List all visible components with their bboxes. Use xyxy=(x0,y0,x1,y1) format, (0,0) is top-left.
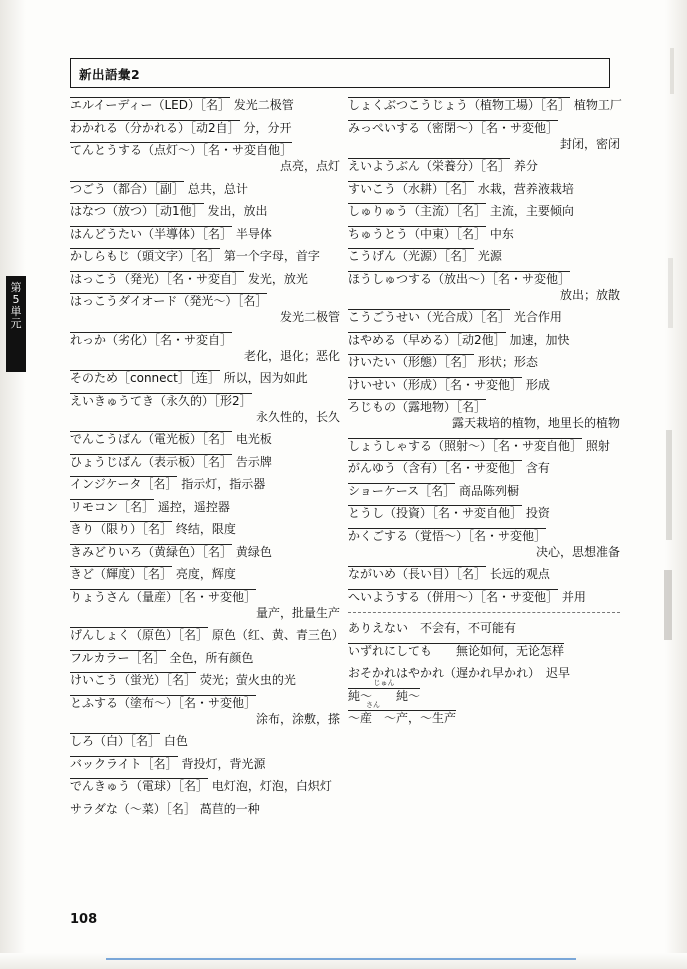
vocab-meaning: 老化，退化；恶化 xyxy=(243,348,340,363)
vocab-meaning: 加速，加快 xyxy=(509,332,570,347)
side-tab-char-3: 単 xyxy=(10,305,22,318)
footer-rule xyxy=(106,958,576,960)
vocab-meaning: 黄绿色 xyxy=(235,544,272,559)
vocab-entry xyxy=(70,477,340,491)
vocab-meaning: 植物工厂 xyxy=(573,98,622,112)
vocab-term: はんどうたい（半導体）［名］ xyxy=(70,226,233,241)
vocab-entry xyxy=(70,590,340,620)
vocab-term: そのため［connect］［连］ xyxy=(70,371,220,385)
vocab-entry xyxy=(70,673,340,687)
vocab-meaning: 照射 xyxy=(585,438,610,453)
vocab-meaning: 养分 xyxy=(513,159,538,173)
vocab-entry xyxy=(348,439,620,453)
vocab-entry xyxy=(348,227,620,241)
vocab-meaning: 中东 xyxy=(489,226,514,241)
vocab-term: でんこうばん（電光板）［名］ xyxy=(70,432,233,446)
vocab-entry xyxy=(348,355,620,369)
vocab-meaning: 荧光；萤火虫的光 xyxy=(199,673,296,687)
vocab-term: りょうさん（量産）［名・サ変他］ xyxy=(70,589,257,604)
vocab-meaning: 电光板 xyxy=(235,432,272,446)
vocab-meaning: 遥控，遥控器 xyxy=(157,499,230,514)
page-bottom-edge-shadow xyxy=(0,953,687,969)
vocab-term: サラダな（〜菜）［名］ xyxy=(70,801,196,816)
vocab-term: ひょうじばん（表示板）［名］ xyxy=(70,454,233,469)
vocab-meaning: 形状；形态 xyxy=(477,355,538,369)
vocab-meaning: 全色，所有颜色 xyxy=(169,650,254,665)
vocabulary-column-right xyxy=(348,98,620,734)
unit-side-tab xyxy=(6,276,26,372)
furigana: さん xyxy=(366,701,380,709)
vocab-meaning: 原色（红、黄、青三色） xyxy=(211,628,344,642)
vocab-meaning: 背投灯，背光源 xyxy=(181,756,266,771)
vocab-entry xyxy=(348,506,620,520)
vocab-term: がんゆう（含有）［名・サ変他］ xyxy=(348,461,523,475)
vocab-entry xyxy=(348,159,620,173)
vocab-term: とうし（投資）［名・サ変自他］ xyxy=(348,506,523,520)
vocab-entry xyxy=(70,545,340,559)
vocab-entry xyxy=(70,628,344,642)
vocab-term: ショーケース［名］ xyxy=(348,483,456,498)
vocab-entry xyxy=(348,378,620,392)
vocab-term: こうげん（光源）［名］ xyxy=(348,249,475,263)
vocab-term: フルカラー［名］ xyxy=(70,650,166,665)
vocab-meaning: 半导体 xyxy=(235,226,272,241)
phrase-text: ありえない 不会有，不可能有 xyxy=(348,621,517,635)
vocab-term: ほうしゅつする（放出〜）［名・サ変他］ xyxy=(348,271,571,286)
vocab-meaning: 主流，主要倾向 xyxy=(489,204,574,218)
vocab-entry xyxy=(348,333,620,347)
vocab-meaning: 所以，因为如此 xyxy=(223,371,308,385)
side-tab-char-1: 第 xyxy=(10,281,22,294)
vocab-meaning: 封闭，密闭 xyxy=(559,136,620,151)
phrase-text: 純〜 純〜 xyxy=(348,688,421,703)
vocab-term: てんとうする（点灯〜）［名・サ変自他］ xyxy=(70,143,293,157)
vocab-meaning: 发出，放出 xyxy=(207,204,268,218)
vocab-meaning: 亮度，辉度 xyxy=(175,567,236,581)
vocab-meaning: 终结，限度 xyxy=(175,522,236,536)
vocab-meaning: 投资 xyxy=(525,506,550,520)
vocab-entry xyxy=(70,204,340,218)
vocab-term: でんきゅう（電球）［名］ xyxy=(70,779,209,793)
vocab-term: インジケータ［名］ xyxy=(70,477,178,491)
vocab-term: しろ（白）［名］ xyxy=(70,734,161,748)
vocab-term: きみどりいろ（黄緑色）［名］ xyxy=(70,544,233,559)
vocab-meaning: 长远的观点 xyxy=(489,567,550,581)
vocab-term: きり（限り）［名］ xyxy=(70,522,173,536)
vocab-term: けいたい（形態）［名］ xyxy=(348,355,475,369)
vocab-meaning: 商品陈列橱 xyxy=(459,483,520,498)
vocab-term: はやめる（早める）［动2他］ xyxy=(348,332,506,347)
vocab-entry xyxy=(348,590,620,604)
scan-speck xyxy=(668,258,673,328)
vocab-meaning: 萵苣的一种 xyxy=(199,801,260,816)
scan-speck xyxy=(670,48,674,94)
vocab-entry xyxy=(348,204,620,218)
vocab-entry xyxy=(70,567,340,581)
vocab-meaning: 第一个字母，首字 xyxy=(223,249,320,263)
vocab-entry xyxy=(348,310,620,324)
vocab-term: げんしょく（原色）［名］ xyxy=(70,628,209,642)
vocab-meaning: 决心，思想准备 xyxy=(535,544,620,559)
vocab-meaning: 分，分开 xyxy=(243,120,292,135)
vocab-term: バックライト［名］ xyxy=(70,756,178,771)
vocab-meaning: 永久性的，长久 xyxy=(255,409,340,424)
section-header-box xyxy=(70,58,610,88)
vocab-entry xyxy=(70,734,340,748)
vocab-entry xyxy=(70,143,340,173)
vocab-meaning: 放出；放散 xyxy=(559,287,620,302)
scan-speck xyxy=(664,570,672,640)
vocab-term: リモコン［名］ xyxy=(70,499,155,514)
vocab-meaning: 露天栽培的植物，地里长的植物 xyxy=(451,416,620,430)
vocab-term: きど（輝度）［名］ xyxy=(70,567,173,581)
phrase-entry xyxy=(348,701,620,725)
vocab-entry xyxy=(348,121,620,151)
phrase-entry xyxy=(348,621,620,635)
vocab-entry xyxy=(70,500,340,514)
vocab-entry xyxy=(348,484,620,498)
vocab-term: しゅりゅう（主流）［名］ xyxy=(348,204,487,218)
phrase-text: いずれにしても 無论如何，无论怎样 xyxy=(348,643,565,658)
vocab-entry xyxy=(70,121,340,135)
vocab-term: かしらもじ（頭文字）［名］ xyxy=(70,249,221,263)
vocab-entry xyxy=(70,455,340,469)
vocab-meaning: 发光二极管 xyxy=(233,98,294,112)
vocab-meaning: 光合作用 xyxy=(513,310,562,324)
phrase-text: おそかれはやかれ（遅かれ早かれ） 迟早 xyxy=(348,666,571,680)
vocab-entry xyxy=(348,249,620,263)
vocab-term: つごう（都合）［副］ xyxy=(70,181,185,196)
vocab-meaning: 白色 xyxy=(163,734,188,748)
vocab-entry xyxy=(348,182,620,196)
vocab-meaning: 量产，批量生产 xyxy=(255,605,340,620)
vocab-entry xyxy=(70,249,340,263)
vocab-term: けいせい（形成）［名・サ変他］ xyxy=(348,377,523,392)
vocab-term: はっこうダイオード（発光〜）［名］ xyxy=(70,294,268,308)
phrase-entry xyxy=(348,678,620,703)
vocab-entry xyxy=(70,696,340,726)
vocab-meaning: 发光二极管 xyxy=(279,310,340,324)
vocab-term: けいこう（蛍光）［名］ xyxy=(70,673,197,687)
vocab-entry xyxy=(70,98,340,112)
vocab-term: かくごする（覚悟〜）［名・サ変他］ xyxy=(348,528,547,543)
vocab-term: ろじもの（露地物）［名］ xyxy=(348,400,487,414)
vocab-term: こうごうせい（光合成）［名］ xyxy=(348,310,511,324)
vocab-entry xyxy=(70,432,340,446)
vocab-meaning: 指示灯，指示器 xyxy=(181,477,266,491)
vocab-meaning: 光源 xyxy=(477,249,502,263)
vocab-entry xyxy=(70,227,340,241)
vocab-meaning: 电灯泡，灯泡，白炽灯 xyxy=(211,779,332,793)
vocab-entry xyxy=(70,294,340,324)
vocab-term: しょうしゃする（照射〜）［名・サ変自他］ xyxy=(348,438,583,453)
vocab-term: ながいめ（長い目）［名］ xyxy=(348,567,487,581)
vocab-term: はなつ（放つ）［动1他］ xyxy=(70,204,204,218)
scan-speck xyxy=(666,430,672,540)
section-divider xyxy=(348,612,620,613)
vocab-term: えいようぶん（栄養分）［名］ xyxy=(348,159,511,173)
vocab-term: はっこう（発光）［名・サ変自］ xyxy=(70,271,245,286)
vocab-entry xyxy=(348,461,620,475)
vocab-term: とふする（塗布〜）［名・サ変他］ xyxy=(70,695,257,710)
phrase-entry xyxy=(348,644,620,658)
vocab-entry xyxy=(348,567,620,581)
vocab-term: れっか（劣化）［名・サ変自］ xyxy=(70,332,233,347)
vocab-meaning: 并用 xyxy=(561,589,586,604)
vocab-entry xyxy=(70,371,340,385)
vocab-meaning: 形成 xyxy=(525,377,550,392)
section-title: 新出語彙2 xyxy=(79,67,141,82)
vocab-term: みっぺいする（密閉〜）［名・サ変他］ xyxy=(348,120,559,135)
vocab-entry xyxy=(348,98,620,112)
vocab-term: ちゅうとう（中東）［名］ xyxy=(348,226,487,241)
side-tab-char-2: 5 xyxy=(12,293,20,306)
vocab-term: えいきゅうてき（永久的）［形2］ xyxy=(70,393,252,408)
vocab-entry xyxy=(348,529,620,559)
vocab-entry xyxy=(70,333,340,363)
vocab-entry xyxy=(348,400,620,430)
vocab-term: エルイーディー（LED）［名］ xyxy=(70,98,230,112)
vocab-entry xyxy=(70,779,340,793)
phrase-entry xyxy=(348,666,620,680)
vocab-meaning: 总共，总计 xyxy=(187,181,248,196)
vocab-term: へいようする（併用〜）［名・サ変他］ xyxy=(348,589,559,604)
side-tab-char-4: 元 xyxy=(10,317,22,330)
vocab-entry xyxy=(70,757,340,771)
vocab-entry xyxy=(70,182,340,196)
vocab-entry xyxy=(70,394,340,424)
vocab-meaning: 含有 xyxy=(525,461,550,475)
page-number: 108 xyxy=(70,912,98,927)
page-left-edge-shadow xyxy=(0,0,26,969)
vocab-entry xyxy=(70,522,340,536)
vocab-meaning: 发光，放光 xyxy=(247,271,308,286)
vocab-meaning: 水栽，营养液栽培 xyxy=(477,181,574,196)
furigana: じゅん xyxy=(373,678,395,687)
vocab-entry xyxy=(70,802,340,816)
vocab-term: しょくぶつこうじょう（植物工場）［名］ xyxy=(348,98,571,112)
vocab-term: すいこう（水耕）［名］ xyxy=(348,181,475,196)
vocab-entry xyxy=(70,651,340,665)
vocab-meaning: 涂布，涂敷，搽 xyxy=(255,711,340,726)
vocab-entry xyxy=(348,272,620,302)
vocab-entry xyxy=(70,272,340,286)
vocab-term: わかれる（分かれる）［动2自］ xyxy=(70,120,240,135)
vocab-meaning: 告示牌 xyxy=(235,454,272,469)
vocab-meaning: 点亮，点灯 xyxy=(279,159,340,173)
phrase-text: 〜産 〜产，〜生产 xyxy=(348,711,457,725)
vocabulary-column-left xyxy=(70,98,344,824)
